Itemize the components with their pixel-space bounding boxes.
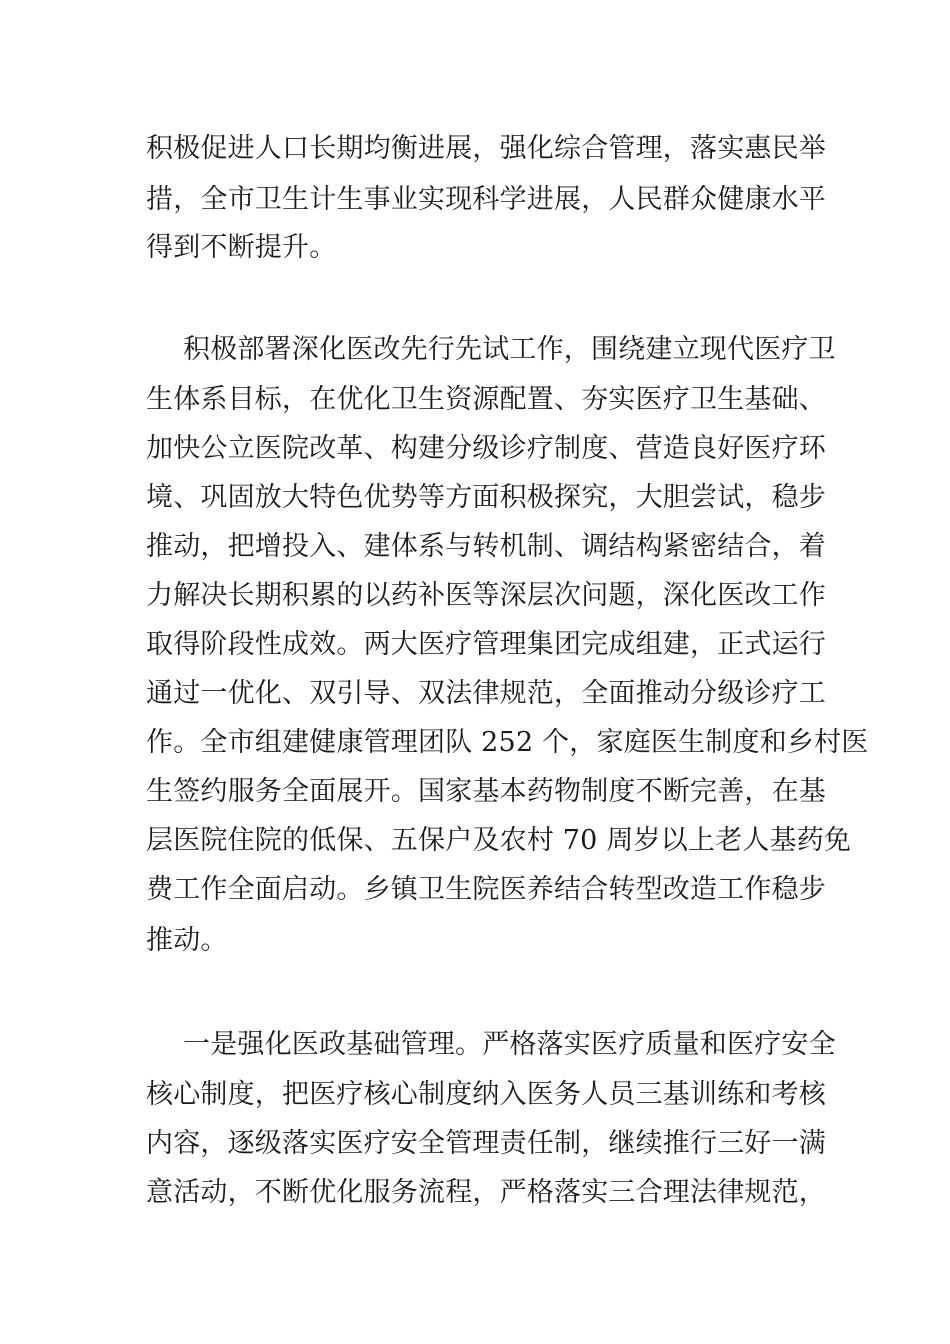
paragraph-1-line-3: 得到不断提升。 — [146, 232, 337, 263]
paragraph-1-line-1: 积极促进人口长期均衡进展，强化综合管理，落实惠民举 — [146, 133, 826, 164]
paragraph-2-line-2: 生体系目标，在优化卫生资源配置、夯实医疗卫生基础、 — [146, 384, 826, 415]
paragraph-2-line-6: 力解决长期积累的以药补医等深层次问题，深化医改工作 — [146, 580, 826, 611]
paragraph-2-line-4: 境、巩固放大特色优势等方面积极探究，大胆尝试，稳步 — [146, 482, 826, 513]
paragraph-3-line-3: 内容，逐级落实医疗安全管理责任制，继续推行三好一满 — [146, 1128, 826, 1159]
paragraph-2-line-10: 生签约服务全面展开。国家基本药物制度不断完善，在基 — [146, 776, 826, 807]
paragraph-3-line-1: 一是强化医政基础管理。严格落实医疗质量和医疗安全 — [183, 1029, 836, 1060]
paragraph-2-line-7: 取得阶段性成效。两大医疗管理集团完成组建，正式运行 — [146, 629, 826, 660]
paragraph-3-line-2: 核心制度，把医疗核心制度纳入医务人员三基训练和考核 — [146, 1079, 826, 1110]
paragraph-2-line-9: 作。全市组建健康管理团队 252 个，家庭医生制度和乡村医 — [146, 727, 869, 758]
paragraph-2-line-11: 层医院住院的低保、五保户及农村 70 周岁以上老人基药免 — [146, 825, 852, 856]
paragraph-2-line-8: 通过一优化、双引导、双法律规范，全面推动分级诊疗工 — [146, 678, 826, 709]
paragraph-1-line-2: 措，全市卫生计生事业实现科学进展，人民群众健康水平 — [146, 184, 826, 215]
paragraph-2-line-1: 积极部署深化医改先行先试工作，围绕建立现代医疗卫 — [183, 334, 836, 365]
paragraph-2-line-12: 费工作全面启动。乡镇卫生院医养结合转型改造工作稳步 — [146, 874, 826, 905]
paragraph-2-line-13: 推动。 — [146, 925, 228, 956]
paragraph-2-line-3: 加快公立医院改革、构建分级诊疗制度、营造良好医疗环 — [146, 433, 826, 464]
paragraph-3-line-4: 意活动，不断优化服务流程，严格落实三合理法律规范， — [146, 1177, 826, 1208]
paragraph-2-line-5: 推动，把增投入、建体系与转机制、调结构紧密结合，着 — [146, 531, 826, 562]
